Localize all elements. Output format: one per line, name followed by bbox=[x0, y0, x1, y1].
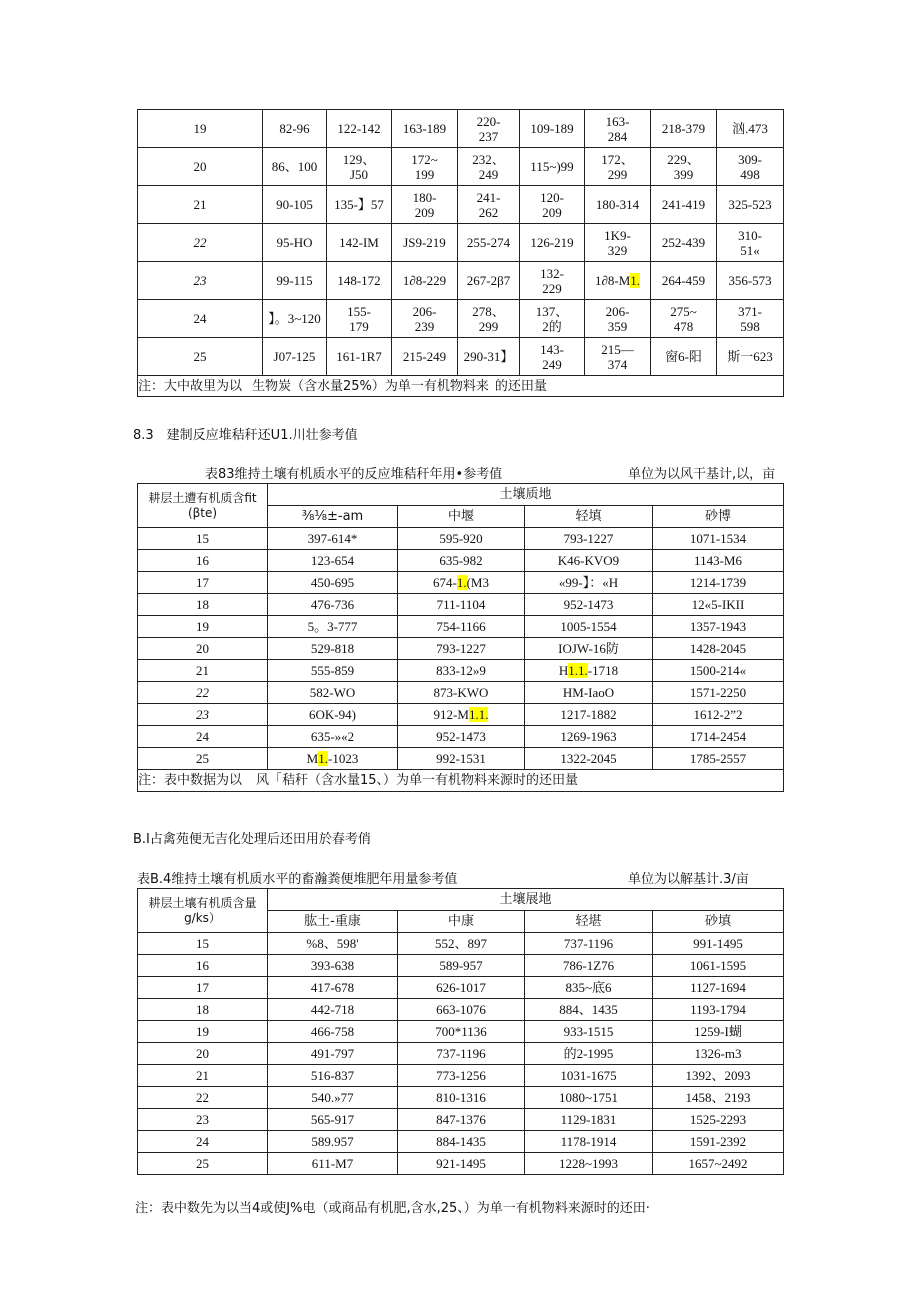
note-part: 的还田量 bbox=[494, 378, 547, 394]
value-cell: HM-IaoO bbox=[525, 682, 653, 704]
value-cell: J07-125 bbox=[263, 338, 327, 376]
value-cell: 1269-1963 bbox=[525, 726, 653, 748]
manure-table bbox=[137, 888, 784, 1175]
column-header: 中康 bbox=[398, 911, 525, 933]
value-cell: 1525-2293 bbox=[653, 1109, 784, 1131]
value-cell: 129、 J50 bbox=[327, 148, 392, 186]
row-label-cell: 23 bbox=[138, 704, 268, 726]
table-row bbox=[138, 1109, 784, 1131]
row-header: 耕层土遭有机质含fit (βte) bbox=[138, 484, 268, 528]
row-label-cell: 16 bbox=[138, 955, 268, 977]
value-cell: 737-1196 bbox=[525, 933, 653, 955]
value-cell: 952-1473 bbox=[525, 594, 653, 616]
value-cell: 218-379 bbox=[651, 110, 717, 148]
value-cell: 442-718 bbox=[268, 999, 398, 1021]
value-cell: 163-189 bbox=[392, 110, 458, 148]
row-label-cell: 17 bbox=[138, 572, 268, 594]
table-row bbox=[138, 726, 784, 748]
value-cell: 220- 237 bbox=[458, 110, 520, 148]
table-3-title: 表B.4维持土壤有机质水平的畜瀚粪便堆肥年用量参考值 bbox=[137, 872, 458, 887]
table-row bbox=[138, 704, 784, 726]
row-label-cell: 19 bbox=[138, 616, 268, 638]
value-cell: 847-1376 bbox=[398, 1109, 525, 1131]
value-cell: 206- 359 bbox=[585, 300, 651, 338]
value-cell: 540.»77 bbox=[268, 1087, 398, 1109]
value-cell: 356-573 bbox=[717, 262, 784, 300]
table-row bbox=[138, 616, 784, 638]
value-cell: «99-】：«H bbox=[525, 572, 653, 594]
value-cell: 1143-M6 bbox=[653, 550, 784, 572]
row-header: 耕层土壤有机质含量 g/ks） bbox=[138, 889, 268, 933]
table-row bbox=[138, 148, 784, 186]
table-row bbox=[138, 682, 784, 704]
table-row bbox=[138, 224, 784, 262]
column-header: 轻堪 bbox=[525, 911, 653, 933]
value-cell: 371- 598 bbox=[717, 300, 784, 338]
value-cell: 155- 179 bbox=[327, 300, 392, 338]
table-2-title: 表83维持土壤有机质水平的反应堆秸秆年用•参考值 bbox=[205, 467, 503, 482]
value-cell: 1∂8-M1. bbox=[585, 262, 651, 300]
value-cell: 148-172 bbox=[327, 262, 392, 300]
value-cell: 397-614* bbox=[268, 528, 398, 550]
value-cell: 215-249 bbox=[392, 338, 458, 376]
value-cell: 161-1R7 bbox=[327, 338, 392, 376]
value-cell: 1612-2”2 bbox=[653, 704, 784, 726]
value-cell: 122-142 bbox=[327, 110, 392, 148]
highlight-mark: 1.1. bbox=[468, 707, 489, 722]
value-cell: 143- 249 bbox=[520, 338, 585, 376]
table-row bbox=[138, 528, 784, 550]
table-row bbox=[138, 262, 784, 300]
value-cell: 589-957 bbox=[398, 955, 525, 977]
value-cell: 252-439 bbox=[651, 224, 717, 262]
row-label-cell: 20 bbox=[138, 148, 263, 186]
value-cell: 120- 209 bbox=[520, 186, 585, 224]
biochar-table bbox=[137, 109, 784, 397]
table-row bbox=[138, 1153, 784, 1175]
value-cell: 991-1495 bbox=[653, 933, 784, 955]
value-cell: 汹.473 bbox=[717, 110, 784, 148]
value-cell: 1326-m3 bbox=[653, 1043, 784, 1065]
value-cell: 90-105 bbox=[263, 186, 327, 224]
value-cell: 1500-214« bbox=[653, 660, 784, 682]
value-cell: 135-】57 bbox=[327, 186, 392, 224]
value-cell: 窗6-阳 bbox=[651, 338, 717, 376]
table-row bbox=[138, 338, 784, 376]
table-row bbox=[138, 186, 784, 224]
value-cell: 555-859 bbox=[268, 660, 398, 682]
row-label-cell: 15 bbox=[138, 933, 268, 955]
value-cell: 810-1316 bbox=[398, 1087, 525, 1109]
value-cell: 611-M7 bbox=[268, 1153, 398, 1175]
value-cell: 163- 284 bbox=[585, 110, 651, 148]
value-cell: 232、 249 bbox=[458, 148, 520, 186]
value-cell: 1228~1993 bbox=[525, 1153, 653, 1175]
value-cell: 1785-2557 bbox=[653, 748, 784, 770]
table-row bbox=[138, 572, 784, 594]
table-row bbox=[138, 550, 784, 572]
straw-table-note bbox=[138, 770, 784, 792]
value-cell: 393-638 bbox=[268, 955, 398, 977]
value-cell: 635-»«2 bbox=[268, 726, 398, 748]
row-label-cell: 23 bbox=[138, 1109, 268, 1131]
value-cell: 115~)99 bbox=[520, 148, 585, 186]
value-cell: 1259-I蝴 bbox=[653, 1021, 784, 1043]
table-row bbox=[138, 999, 784, 1021]
column-header: 中堰 bbox=[398, 506, 525, 528]
value-cell: 215— 374 bbox=[585, 338, 651, 376]
value-cell: 309- 498 bbox=[717, 148, 784, 186]
value-cell: 126-219 bbox=[520, 224, 585, 262]
table-row bbox=[138, 1043, 784, 1065]
value-cell: K46-KVO9 bbox=[525, 550, 653, 572]
value-cell: H1.1.-1718 bbox=[525, 660, 653, 682]
value-cell: 663-1076 bbox=[398, 999, 525, 1021]
value-cell: 斯一623 bbox=[717, 338, 784, 376]
table-row bbox=[138, 1021, 784, 1043]
table-row bbox=[138, 933, 784, 955]
value-cell: 1193-1794 bbox=[653, 999, 784, 1021]
value-cell: 229、 399 bbox=[651, 148, 717, 186]
value-cell: 310- 51« bbox=[717, 224, 784, 262]
row-label-cell: 16 bbox=[138, 550, 268, 572]
value-cell: 137、 2的 bbox=[520, 300, 585, 338]
value-cell: IOJW-16防 bbox=[525, 638, 653, 660]
row-label-cell: 22 bbox=[138, 682, 268, 704]
value-cell: 142-IM bbox=[327, 224, 392, 262]
value-cell: 241-419 bbox=[651, 186, 717, 224]
row-label-cell: 24 bbox=[138, 1131, 268, 1153]
value-cell: 的2-1995 bbox=[525, 1043, 653, 1065]
value-cell: 1178-1914 bbox=[525, 1131, 653, 1153]
column-header: 肱土-重康 bbox=[268, 911, 398, 933]
row-label-cell: 20 bbox=[138, 638, 268, 660]
note-part: 生物炭（含水量25%）为单一有机物料来 bbox=[252, 378, 489, 394]
value-cell: 5。3-777 bbox=[268, 616, 398, 638]
value-cell: 529-818 bbox=[268, 638, 398, 660]
value-cell: 278、 299 bbox=[458, 300, 520, 338]
value-cell: 267-2β7 bbox=[458, 262, 520, 300]
row-label-cell: 23 bbox=[138, 262, 263, 300]
value-cell: 6OK-94) bbox=[268, 704, 398, 726]
row-label-cell: 22 bbox=[138, 224, 263, 262]
value-cell: 1127-1694 bbox=[653, 977, 784, 999]
value-cell: 241- 262 bbox=[458, 186, 520, 224]
value-cell: 95-HO bbox=[263, 224, 327, 262]
value-cell: 1∂8-229 bbox=[392, 262, 458, 300]
row-label-cell: 24 bbox=[138, 726, 268, 748]
note-part: 注：表中数据为以 bbox=[138, 773, 243, 788]
value-cell: 595-920 bbox=[398, 528, 525, 550]
value-cell: 565-917 bbox=[268, 1109, 398, 1131]
table-row bbox=[138, 955, 784, 977]
value-cell: 516-837 bbox=[268, 1065, 398, 1087]
table-3-note: 注：表中数先为以当4或使J%电（或商品有机肥,含水,25、）为单一有机物料来源时的还田· bbox=[135, 1201, 650, 1216]
row-label-cell: 24 bbox=[138, 300, 263, 338]
value-cell: 1031-1675 bbox=[525, 1065, 653, 1087]
value-cell: 786-1Z76 bbox=[525, 955, 653, 977]
value-cell: 1357-1943 bbox=[653, 616, 784, 638]
value-cell: 86、100 bbox=[263, 148, 327, 186]
highlight-mark: 1.1. bbox=[568, 663, 588, 678]
value-cell: 1080~1751 bbox=[525, 1087, 653, 1109]
row-label-cell: 18 bbox=[138, 594, 268, 616]
value-cell: 1458、2193 bbox=[653, 1087, 784, 1109]
table-row bbox=[138, 1065, 784, 1087]
value-cell: 552、897 bbox=[398, 933, 525, 955]
value-cell: 992-1531 bbox=[398, 748, 525, 770]
value-cell: 491-797 bbox=[268, 1043, 398, 1065]
value-cell: 264-459 bbox=[651, 262, 717, 300]
group-header: 土壤质地 bbox=[268, 484, 784, 506]
value-cell: 82-96 bbox=[263, 110, 327, 148]
value-cell: 1071-1534 bbox=[653, 528, 784, 550]
note-part: 注：大中故里为以 bbox=[138, 378, 243, 394]
value-cell: 255-274 bbox=[458, 224, 520, 262]
value-cell: 773-1256 bbox=[398, 1065, 525, 1087]
value-cell: 1322-2045 bbox=[525, 748, 653, 770]
value-cell: 1571-2250 bbox=[653, 682, 784, 704]
row-label-cell: 25 bbox=[138, 338, 263, 376]
value-cell: 793-1227 bbox=[398, 638, 525, 660]
table-row bbox=[138, 110, 784, 148]
value-cell: 952-1473 bbox=[398, 726, 525, 748]
column-header: 轻填 bbox=[525, 506, 653, 528]
value-cell: 1K9- 329 bbox=[585, 224, 651, 262]
row-label-cell: 21 bbox=[138, 660, 268, 682]
row-label-cell: 19 bbox=[138, 1021, 268, 1043]
value-cell: 912-M1.1. bbox=[398, 704, 525, 726]
value-cell: 1061-1595 bbox=[653, 955, 784, 977]
value-cell: 582-WO bbox=[268, 682, 398, 704]
table-row bbox=[138, 748, 784, 770]
value-cell: 1591-2392 bbox=[653, 1131, 784, 1153]
table-row bbox=[138, 638, 784, 660]
row-label-cell: 17 bbox=[138, 977, 268, 999]
value-cell: 1129-1831 bbox=[525, 1109, 653, 1131]
value-cell: 835~底6 bbox=[525, 977, 653, 999]
section-b1-heading: B.I占禽苑便无吉化处理后还田用於春考俏 bbox=[133, 832, 371, 847]
value-cell: 1657~2492 bbox=[653, 1153, 784, 1175]
value-cell: 172~ 199 bbox=[392, 148, 458, 186]
value-cell: 884-1435 bbox=[398, 1131, 525, 1153]
value-cell: M1.-1023 bbox=[268, 748, 398, 770]
table-row bbox=[138, 300, 784, 338]
row-label-cell: 22 bbox=[138, 1087, 268, 1109]
row-label-cell: 25 bbox=[138, 748, 268, 770]
value-cell: 884、1435 bbox=[525, 999, 653, 1021]
row-label-cell: 20 bbox=[138, 1043, 268, 1065]
value-cell: 921-1495 bbox=[398, 1153, 525, 1175]
straw-table bbox=[137, 483, 784, 792]
value-cell: 933-1515 bbox=[525, 1021, 653, 1043]
table-row bbox=[138, 977, 784, 999]
value-cell: 325-523 bbox=[717, 186, 784, 224]
highlight-mark: 1. bbox=[318, 751, 328, 766]
value-cell: 206- 239 bbox=[392, 300, 458, 338]
section-8-3-heading: 8.3 建制反应堆秸秆还U1.川壮参考值 bbox=[133, 428, 358, 443]
value-cell: 180- 209 bbox=[392, 186, 458, 224]
highlight-mark: 1. bbox=[456, 575, 467, 590]
value-cell: 754-1166 bbox=[398, 616, 525, 638]
group-header: 土壤展地 bbox=[268, 889, 784, 911]
note-part: 风「秸秆（含水量15、）为单一有机物料来源时的还田量 bbox=[256, 773, 579, 788]
value-cell: 711-1104 bbox=[398, 594, 525, 616]
value-cell: 1217-1882 bbox=[525, 704, 653, 726]
value-cell: 589.957 bbox=[268, 1131, 398, 1153]
value-cell: 737-1196 bbox=[398, 1043, 525, 1065]
table-3-unit: 单位为以解基计.3/亩 bbox=[628, 872, 749, 887]
row-label-cell: 25 bbox=[138, 1153, 268, 1175]
value-cell: 180-314 bbox=[585, 186, 651, 224]
value-cell: 635-982 bbox=[398, 550, 525, 572]
value-cell: 1005-1554 bbox=[525, 616, 653, 638]
value-cell: 123-654 bbox=[268, 550, 398, 572]
value-cell: 1214-1739 bbox=[653, 572, 784, 594]
column-header: 砂博 bbox=[653, 506, 784, 528]
table-row bbox=[138, 660, 784, 682]
table-row bbox=[138, 594, 784, 616]
highlight-mark: 1. bbox=[630, 273, 641, 288]
value-cell: %8、598' bbox=[268, 933, 398, 955]
value-cell: 1714-2454 bbox=[653, 726, 784, 748]
value-cell: 275~ 478 bbox=[651, 300, 717, 338]
table-row bbox=[138, 1131, 784, 1153]
table-row bbox=[138, 1087, 784, 1109]
value-cell: 833-12»9 bbox=[398, 660, 525, 682]
value-cell: 99-115 bbox=[263, 262, 327, 300]
value-cell: 12«5-IKII bbox=[653, 594, 784, 616]
value-cell: 1392、2093 bbox=[653, 1065, 784, 1087]
biochar-table-note bbox=[138, 376, 784, 397]
value-cell: 476-736 bbox=[268, 594, 398, 616]
row-label-cell: 21 bbox=[138, 186, 263, 224]
value-cell: 1428-2045 bbox=[653, 638, 784, 660]
value-cell: 450-695 bbox=[268, 572, 398, 594]
row-label-cell: 19 bbox=[138, 110, 263, 148]
table-2-unit: 单位为以风干基计,以，亩 bbox=[628, 467, 776, 482]
row-label-cell: 18 bbox=[138, 999, 268, 1021]
value-cell: 700*1136 bbox=[398, 1021, 525, 1043]
value-cell: 】。3~120 bbox=[263, 300, 327, 338]
value-cell: 290-31】 bbox=[458, 338, 520, 376]
value-cell: 873-KWO bbox=[398, 682, 525, 704]
value-cell: 674-1.(M3 bbox=[398, 572, 525, 594]
row-label-cell: 21 bbox=[138, 1065, 268, 1087]
value-cell: 132- 229 bbox=[520, 262, 585, 300]
value-cell: 109-189 bbox=[520, 110, 585, 148]
column-header: 砂填 bbox=[653, 911, 784, 933]
value-cell: 172、 299 bbox=[585, 148, 651, 186]
value-cell: 793-1227 bbox=[525, 528, 653, 550]
row-label-cell: 15 bbox=[138, 528, 268, 550]
column-header: ⅜⅛±-am bbox=[268, 506, 398, 528]
value-cell: JS9-219 bbox=[392, 224, 458, 262]
value-cell: 466-758 bbox=[268, 1021, 398, 1043]
value-cell: 417-678 bbox=[268, 977, 398, 999]
value-cell: 626-1017 bbox=[398, 977, 525, 999]
